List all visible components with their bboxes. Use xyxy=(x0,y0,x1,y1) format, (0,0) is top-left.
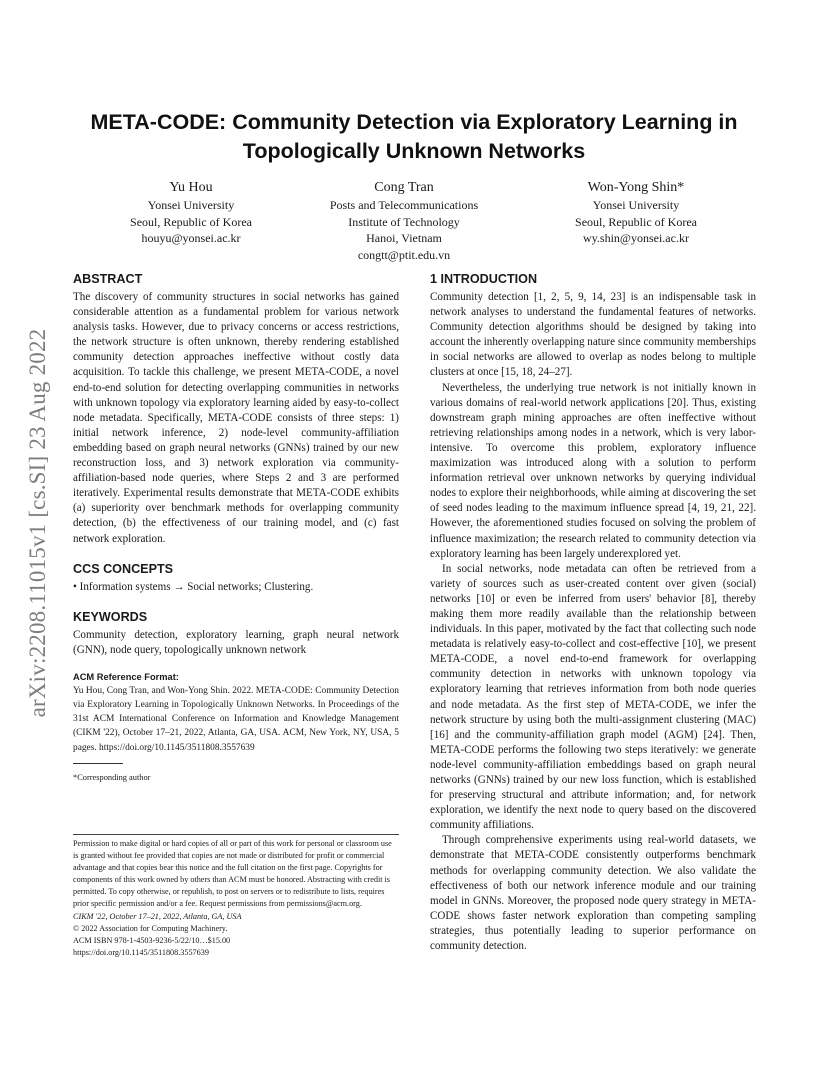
acm-reference-text: Yu Hou, Cong Tran, and Won-Yong Shin. 2022. META-CODE: Community Detection via Exploratory Learning in Topologically Unknown Networks. In Proceedings of the 31st ACM International Conference on Information and Knowledge Management (CIKM '22), October 17–21, 2022, Atlanta, GA, USA. ACM, New York, NY, USA, 5 pages. https://doi.org/10.1145/3511808.3557639 xyxy=(73,685,399,753)
intro-paragraph: Community detection [1, 2, 5, 9, 14, 23] is an indispensable task in network analyses to understand the fundamental features of networks. Community detection algorithms should be designed by taking into account the inherently overlapping nature since community memberships in social networks are allowed to overlap as nodes belong to multiple clusters at once [15, 18, 24–27]. xyxy=(430,291,756,379)
footnote: *Corresponding author xyxy=(73,772,151,782)
author-1 xyxy=(71,178,311,247)
permission-block xyxy=(73,838,399,959)
doi-link[interactable]: https://doi.org/10.1145/3511808.3557639 xyxy=(73,947,209,957)
footnote-rule xyxy=(73,763,123,764)
intro-paragraph: Through comprehensive experiments using real-world datasets, we demonstrate that META-CODE consistently outperforms benchmark methods for overlapping community detection. We also validate the effectiveness of both our network inference module and our training model in GNNs. Moreover, the proposed node query strategy in META-CODE shows faster network exploration than competing sampling strategies, thus potentially leading to superior performance on community detection. xyxy=(430,834,756,953)
paper-title: META-CODE: Community Detection via Exploratory Learning in Topologically Unknown Networks xyxy=(90,110,738,163)
author-name: Cong Tran xyxy=(374,180,434,195)
author-affiliation: Yonsei University xyxy=(147,198,235,212)
author-affiliation: Institute of Technology xyxy=(348,214,460,229)
intro-paragraph: Nevertheless, the underlying true network is not initially known in various domains of real-world network applications [20]. Thus, existing downstream graph mining approaches are often ineffective without retrieving relationships among nodes in a network, which is very labor-intensive. To overcome this problem, exploratory influence maximization was introduced along with a solution to perform information retrieval over unknown networks by querying individual nodes to explore their neighborhoods, while aiming at discovering the set of seed nodes leading to the maximum influence spread [4, 19, 21, 22]. However, the aforementioned studies focused on solving the problem of influence maximization; the research related to community detection via exploratory learning has been largely underexplored yet. xyxy=(430,381,756,560)
author-3 xyxy=(516,178,756,247)
acm-reference-heading: ACM Reference Format: xyxy=(73,671,179,682)
keywords-heading: KEYWORDS xyxy=(73,609,148,624)
ccs-text: • Information systems → Social networks; Clustering. xyxy=(73,580,314,593)
ccs-heading: CCS CONCEPTS xyxy=(73,561,174,576)
abstract-heading: ABSTRACT xyxy=(73,272,143,286)
keywords-text: Community detection, exploratory learning, graph neural network (GNN), node query, topologically unknown network xyxy=(73,628,399,656)
isbn-line: ACM ISBN 978-1-4503-9236-5/22/10…$15.00 xyxy=(73,935,231,945)
permission-text: Permission to make digital or hard copies of all or part of this work for personal or classroom use is granted without fee provided that copies are not made or distributed for profit or commercial advantage and that copies bear this notice and the full citation on the first page. Copyrights for components of this work owned by others than ACM must be honored. Abstracting with credit is permitted. To copy otherwise, or republish, to post on servers or to redistribute to lists, requires prior specific permission and/or a fee. Request permissions from permissions@acm.org. xyxy=(73,839,392,909)
author-email: congtt@ptit.edu.vn xyxy=(357,247,451,262)
venue-line: CIKM '22, October 17–21, 2022, Atlanta, GA, USA xyxy=(73,911,242,921)
author-affiliation: Seoul, Republic of Korea xyxy=(130,214,252,229)
right-column xyxy=(430,271,756,954)
arxiv-identifier: arXiv:2208.11015v1 [cs.SI] 23 Aug 2022 xyxy=(24,328,50,718)
author-affiliation: Hanoi, Vietnam xyxy=(366,231,442,245)
left-column xyxy=(73,271,399,784)
author-affiliation: Seoul, Republic of Korea xyxy=(575,214,697,229)
arxiv-identifier-margin xyxy=(24,290,51,756)
permission-rule xyxy=(73,834,399,835)
intro-paragraph: In social networks, node metadata can often be retrieved from a variety of sources such as user-created content over given (social) networks [10] or even be inferred from users' behavior [8], thereby making them more readily available than the relationship between individuals. In this paper, motivated by the fact that collecting such node metadata is relatively easy-to-collect and cost-effective [10], we present META-CODE, a novel end-to-end framework for overlapping community detection in networks with unknown topology via exploratory learning that retrieves information from both node queries and node metadata. As the first step of META-CODE, we infer the network structure by using both the multi-assignment clustering (MAC) [16] and the community-affiliation graph model (AGM) [24]. Then, META-CODE performs the following two steps iteratively: we generate node-level community-affiliation embeddings based on graph neural networks (GNNs) trained by our new loss function, which is established for preserving structural and attribute information; and, for network exploration, we identify the next node to query based on the discovered community affiliations. xyxy=(430,562,756,832)
author-affiliation: Posts and Telecommunications xyxy=(329,198,479,212)
author-email: wy.shin@yonsei.ac.kr xyxy=(583,231,689,245)
introduction-heading: 1 INTRODUCTION xyxy=(430,272,538,286)
abstract-text: The discovery of community structures in social networks has gained considerable attention as a fundamental problem for various network analysis tasks. However, due to privacy concerns or access restrictions, the network structure is often unknown, thereby rendering established community detection approaches ineffective without costly data acquisition. To tackle this challenge, we present META-CODE, a novel end-to-end solution for detecting overlapping communities in networks with unknown topology via exploratory learning aided by easy-to-collect node metadata. Specifically, META-CODE consists of three steps: 1) initial network inference, 2) node-level community-affiliation embedding based on graph neural networks (GNNs) trained by our new reconstruction loss, and 3) network exploration via community-affiliation-based node queries, where Steps 2 and 3 are performed iteratively. Experimental results demonstrate that META-CODE exhibits (a) superiority over benchmark methods for overlapping community detection, (b) the effectiveness of our training model, and (c) fast network exploration. xyxy=(73,291,399,545)
author-2 xyxy=(284,178,524,263)
author-name: Won-Yong Shin* xyxy=(587,180,685,195)
copyright-line: © 2022 Association for Computing Machinery. xyxy=(73,923,228,933)
author-name: Yu Hou xyxy=(169,180,213,195)
author-email: houyu@yonsei.ac.kr xyxy=(141,231,241,245)
author-affiliation: Yonsei University xyxy=(592,198,680,212)
